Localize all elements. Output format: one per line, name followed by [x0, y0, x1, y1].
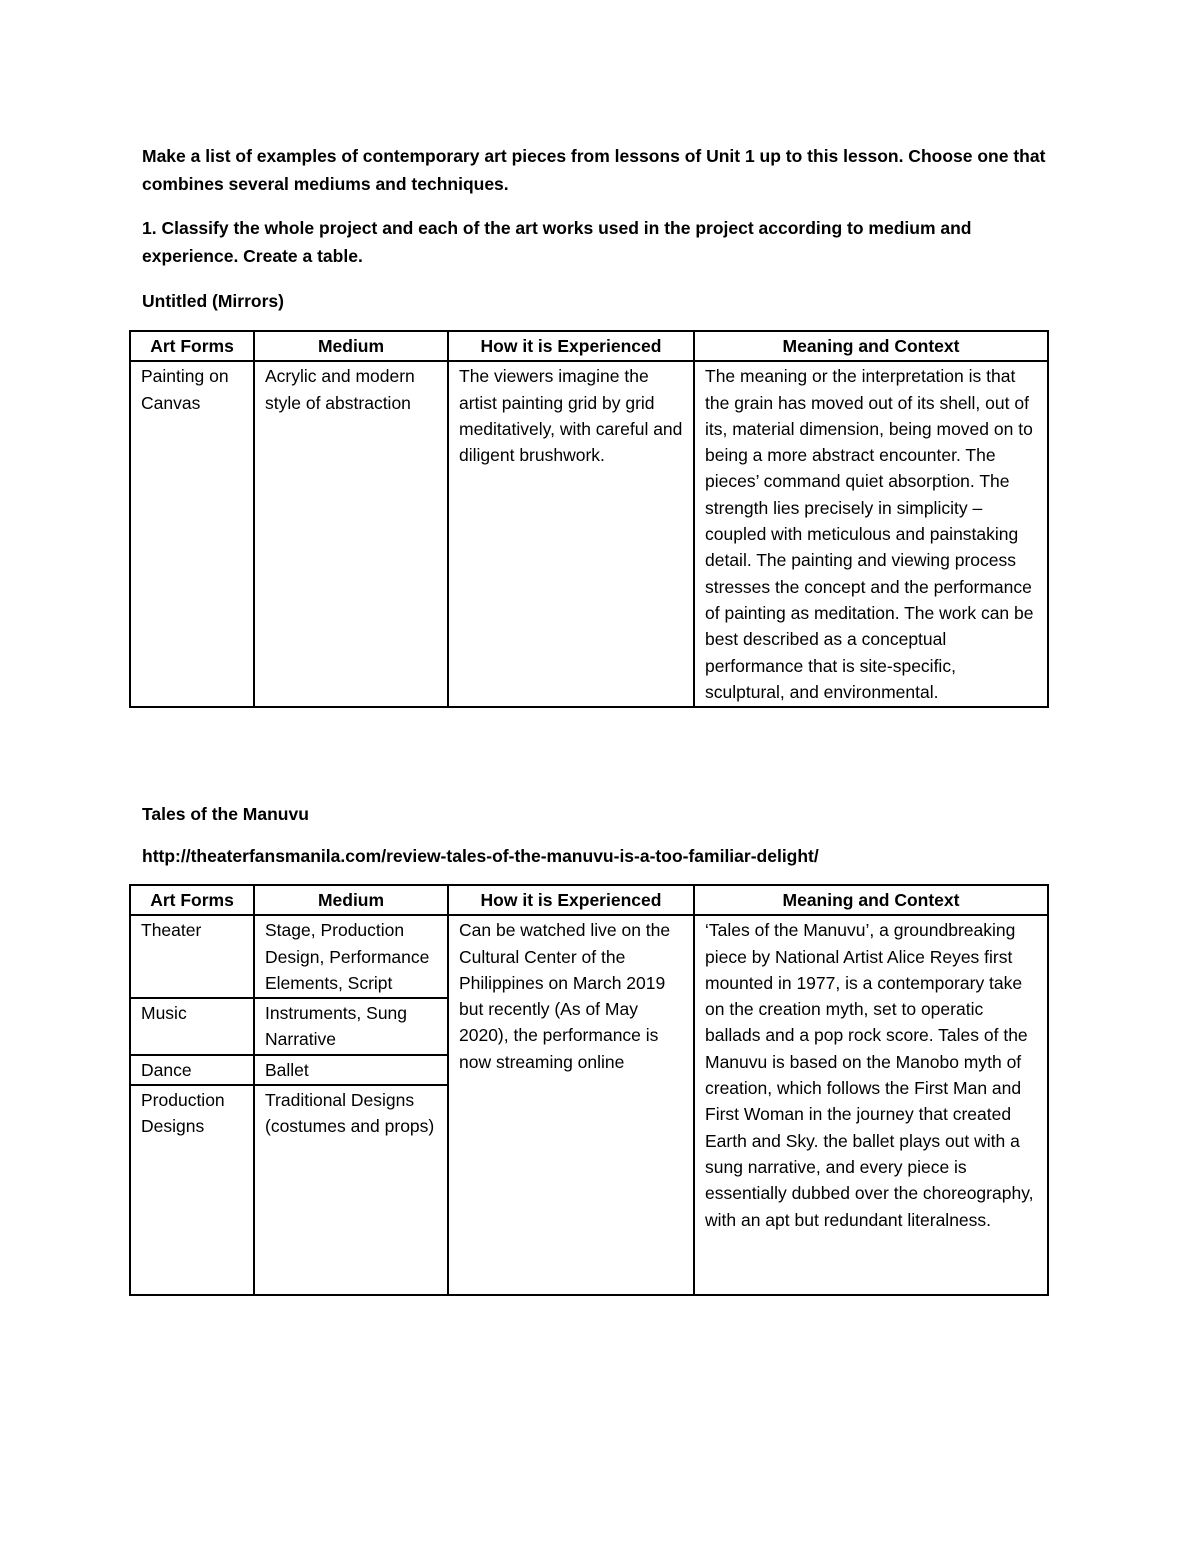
header-meaning-context: Meaning and Context [694, 885, 1048, 915]
header-art-forms: Art Forms [130, 885, 254, 915]
cell-how-experienced: The viewers imagine the artist painting grid by grid meditatively, with careful and diligent brushwork. [448, 361, 694, 707]
cell-medium: Stage, Production Design, Performance Elements, Script [254, 915, 448, 998]
tales-of-the-manuvu-table [129, 884, 1049, 1296]
cell-how-experienced: Can be watched live on the Cultural Center of the Philippines on March 2019 but recently (As of May 2020), the performance is now streaming online [448, 915, 694, 1295]
cell-art-form: Painting on Canvas [130, 361, 254, 707]
table-row [130, 361, 1048, 707]
header-meaning-context: Meaning and Context [694, 331, 1048, 361]
header-how-experienced: How it is Experienced [448, 885, 694, 915]
header-medium: Medium [254, 331, 448, 361]
table1-title: Untitled (Mirrors) [142, 291, 284, 311]
cell-art-form: Production Designs [130, 1085, 254, 1295]
cell-medium: Instruments, Sung Narrative [254, 998, 448, 1055]
table2-title: Tales of the Manuvu [142, 804, 309, 824]
cell-art-form: Dance [130, 1055, 254, 1085]
cell-medium: Acrylic and modern style of abstraction [254, 361, 448, 707]
cell-art-form: Music [130, 998, 254, 1055]
header-art-forms: Art Forms [130, 331, 254, 361]
table-header-row [130, 331, 1048, 361]
cell-art-form: Theater [130, 915, 254, 998]
cell-meaning-context: The meaning or the interpretation is that the grain has moved out of its shell, out of its, material dimension, being moved on to being a more abstract encounter. The pieces’ command quiet absorption. The strength lies precisely in simplicity – coupled with meticulous and painstaking detail. The painting and viewing process stresses the concept and the performance of painting as meditation. The work can be best described as a conceptual performance that is site-specific, sculptural, and environmental. [694, 361, 1048, 707]
cell-medium: Ballet [254, 1055, 448, 1085]
header-medium: Medium [254, 885, 448, 915]
cell-meaning-context: ‘Tales of the Manuvu’, a groundbreaking piece by National Artist Alice Reyes first mounted in 1977, is a contemporary take on the creation myth, set to operatic ballads and a pop rock score. Tales of the Manuvu is based on the Manobo myth of creation, which follows the First Man and First Woman in the journey that created Earth and Sky. the ballet plays out with a sung narrative, and every piece is essentially dubbed over the choreography, with an apt but redundant literalness. [694, 915, 1048, 1295]
table-header-row [130, 885, 1048, 915]
table-row [130, 915, 1048, 998]
review-link[interactable]: http://theaterfansmanila.com/review-tales-of-the-manuvu-is-a-too-familiar-delight/ [142, 846, 819, 866]
untitled-mirrors-table [129, 330, 1049, 708]
intro-paragraph: Make a list of examples of contemporary art pieces from lessons of Unit 1 up to this lesson. Choose one that combines several mediums and techniques. [142, 146, 1046, 194]
task-paragraph: 1. Classify the whole project and each of the art works used in the project according to medium and experience. Create a table. [142, 218, 972, 266]
header-how-experienced: How it is Experienced [448, 331, 694, 361]
cell-medium: Traditional Designs (costumes and props) [254, 1085, 448, 1295]
